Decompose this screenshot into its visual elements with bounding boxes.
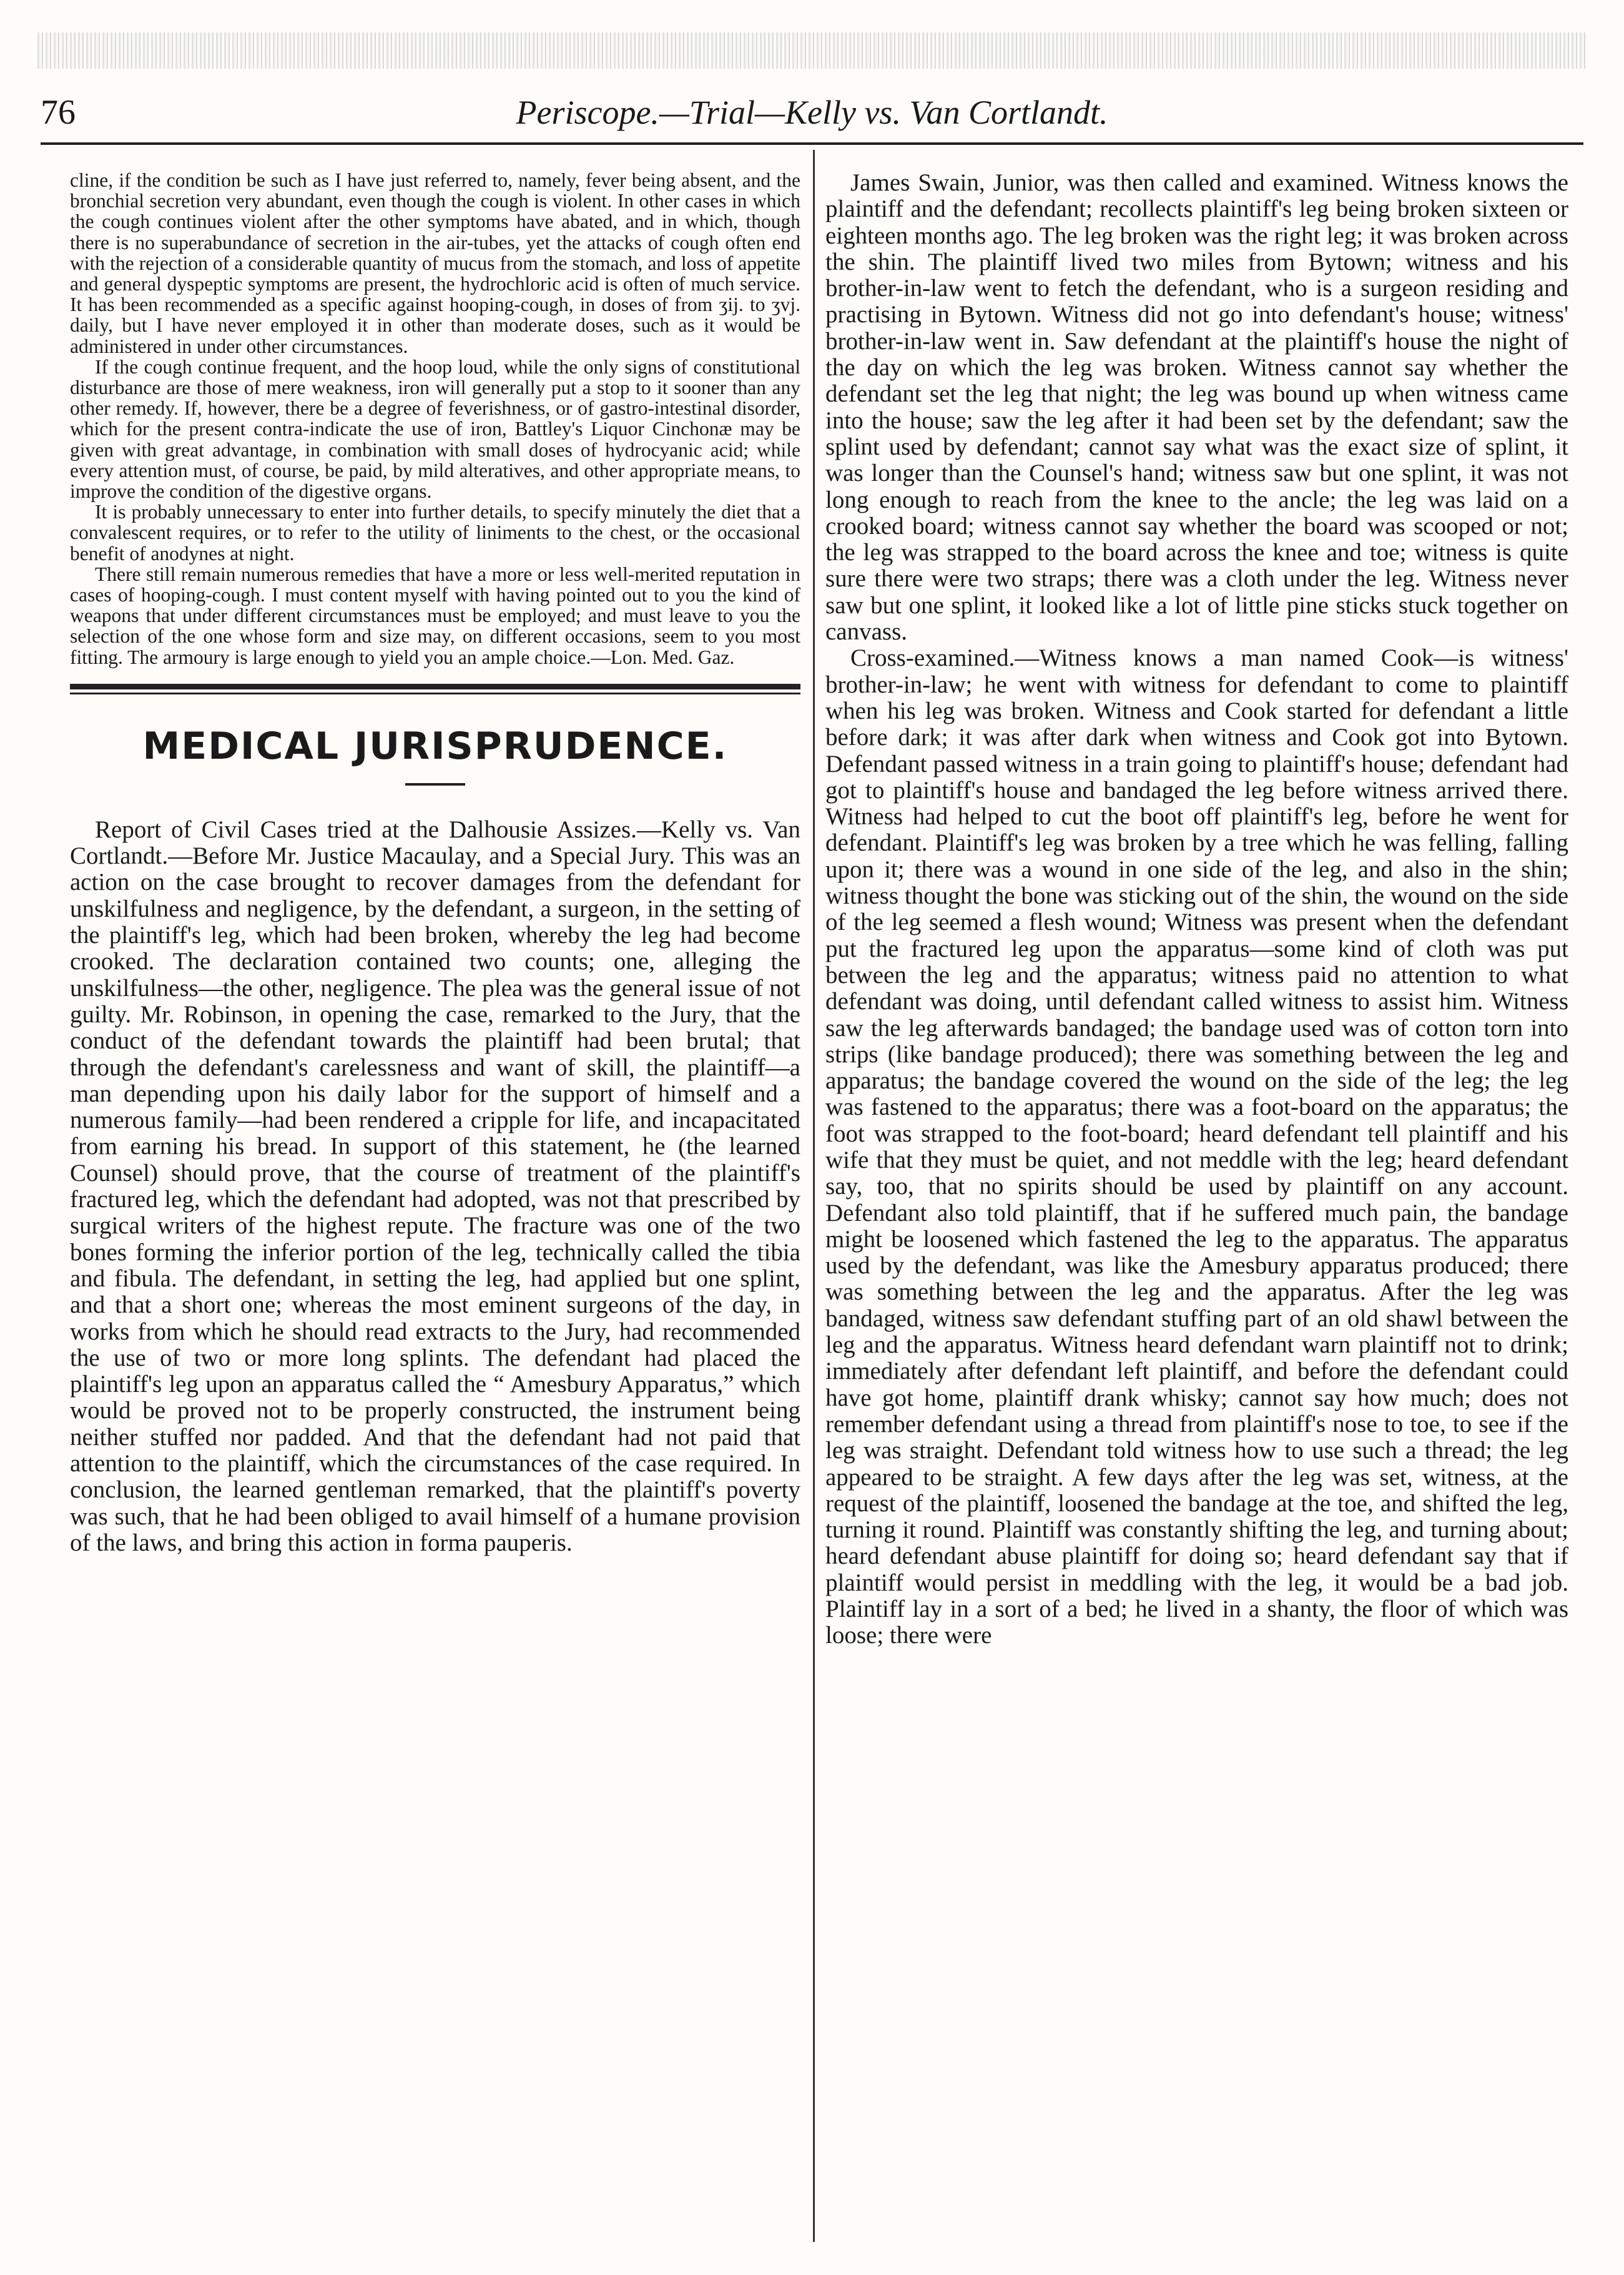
header-rule xyxy=(41,142,1583,145)
hooping-cough-article xyxy=(70,170,800,668)
cross-examination-paragraph: Cross-examined.—Witness knows a man named Cook—is witness' brother-in-law; he went with witness for defendant to come to plaintiff when his leg was broken. Witness and Cook started for defendant a little before dark; it was after dark when witness and Cook got into Bytown. Defendant passed witness in a train going to plaintiff's house; defendant had got to plaintiff's house and bandaged the leg before witness arrived there. Witness had helped to cut the boot off plaintiff's leg, before he went for defendant. Plaintiff's leg was broken by a tree which he was felling, falling upon it; there was a wound in one side of the leg, and also in the shin; witness thought the bone was sticking out of the shin, the wound on the side of the leg seemed a flesh wound; Witness was present when the defendant put the fractured leg upon the apparatus—some kind of cloth was put between the leg and the apparatus; witness paid no attention to what defendant was doing, until defendant called witness to assist him. Witness saw the leg afterwards bandaged; the bandage used was of cotton torn into strips (like bandage produced); there was something between the leg and apparatus; the bandage covered the wound on the side of the leg; the leg was fastened to the apparatus; there was a foot-board on the apparatus; the foot was strapped to the foot-board; heard defendant tell plaintiff and his wife that they must be quiet, and not meddle with the leg; heard defendant say, too, that no spirits should be used by plaintiff on any account. Defendant also told plaintiff, that if he suffered much pain, the bandage might be loosened which fastened the leg to the apparatus. The apparatus used by the defendant, was like the Amesbury apparatus produced; there was something between the leg and the apparatus. After the leg was bandaged, witness saw defendant stuffing part of an old shawl between the leg and the apparatus. Witness heard defendant warn plaintiff not to drink; immediately after defendant left plaintiff, and before the defendant could have got home, plaintiff drank whisky; cannot say how much; does not remember defendant using a thread from plaintiff's nose to toe, to see if the leg was straight. Defendant told witness how to use such a thread; the leg appeared to be straight. A few days after the leg was set, witness, at the request of the plaintiff, loosened the bandage at the toe, and shifted the leg, turning it round. Plaintiff was constantly shifting the leg, and turning about; heard defendant abuse plaintiff for doing so; heard defendant say that if plaintiff would persist in meddling with the leg, it would be a bad job. Plaintiff lay in a sort of a bed; he lived in a shanty, the floor of which was loose; there were xyxy=(825,644,1568,1649)
section-rule-thin xyxy=(70,693,800,694)
column-divider xyxy=(813,150,815,2242)
top-decorative-border xyxy=(37,32,1587,69)
section-rule-thick xyxy=(70,684,800,689)
article-paragraph: If the cough continue frequent, and the hoop loud, while the only signs of constitutional disturbance are those of mere weakness, iron will generally put a stop to it sooner than any other remedy. If, however, there be a degree of feverishness, or of gastro-intestinal disorder, which for the present contra-indicate the use of iron, Battley's Liquor Cinchonæ may be given with great advantage, in combination with small doses of hydrocyanic acid; while every attention must, of course, be paid, by mild alteratives, and other appropriate means, to improve the condition of the digestive organs. xyxy=(70,355,800,503)
page-header xyxy=(41,87,1583,137)
article-paragraph: It is probably unnecessary to enter into further details, to specify minutely the diet that a convalescent requires, or to refer to the utility of liniments to the chest, or the occasional benefit of anodynes at night. xyxy=(70,501,800,565)
report-paragraph: Report of Civil Cases tried at the Dalhousie Assizes.—Kelly vs. Van Cortlandt.—Before Mr. Justice Macaulay, and a Special Jury. This was an action on the case brought to recover damages from the defendant for unskilfulness and negligence, by the defendant, a surgeon, in the setting of the plaintiff's leg, which had been broken, whereby the leg had become crooked. The declaration contained two counts; one, alleging the unskilfulness—the other, negligence. The plea was the general issue of not guilty. Mr. Robinson, in opening the case, remarked to the Jury, that the conduct of the defendant towards the plaintiff had been brutal; that through the defendant's carelessness and want of skill, the plaintiff—a man depending upon his daily labor for the support of himself and a numerous family—had been rendered a cripple for life, and incapacitated from earning his bread. In support of this statement, he (the learned Counsel) should prove, that the course of treatment of the plaintiff's fractured leg, which the defendant had adopted, was not that prescribed by surgical writers of the highest repute. The fracture was one of the two bones forming the inferior portion of the leg, technically called the tibia and fibula. The defendant, in setting the leg, had applied but one splint, and that a short one; whereas the most eminent surgeons of the day, in works from which he should read extracts to the Jury, had recommended the use of two or more long splints. The defendant had placed the plaintiff's leg upon an apparatus called the “ Amesbury Apparatus,” which would be proved not to be properly constructed, the instrument being neither stuffed nor padded. And that the defendant had not paid that attention to the plaintiff, which the circumstances of the case required. In conclusion, the learned gentleman remarked, that the plaintiff's poverty was such, that he had been obliged to avail himself of a humane provision of the laws, and bring this action in forma pauperis. xyxy=(70,816,800,1556)
left-column xyxy=(70,170,800,1556)
article-paragraph: cline, if the condition be such as I have just referred to, namely, fever being absent, and the bronchial secretion very abundant, even though the cough is violent. In other cases in which the cough continues violent after the other symptoms have abated, and in which, though there is no superabundance of secretion in the air-tubes, yet the attacks of cough often end with the rejection of a considerable quantity of mucus from the stomach, and loss of appetite and general dyspeptic symptoms are present, the hydrochloric acid is often of much service. It has been recommended as a specific against hooping-cough, in doses of from ʒij. to ʒvj. daily, but I have never employed it in other than moderate doses, such as it would be administered in under other circumstances. xyxy=(70,169,800,357)
running-title: Periscope.—Trial—Kelly vs. Van Cortlandt. xyxy=(516,94,1108,131)
testimony-paragraph: James Swain, Junior, was then called and examined. Witness knows the plaintiff and the defendant; recollects plaintiff's leg being broken sixteen or eighteen months ago. The leg broken was the right leg; it was broken across the shin. The plaintiff lived two miles from Bytown; witness and his brother-in-law went to fetch the defendant, who is a surgeon residing and practising in Bytown. Witness did not go into defendant's house; witness' brother-in-law went in. Saw defendant at the plaintiff's house the night of the day on which the leg was broken. Witness cannot say whether the defendant set the leg that night; the leg was bound up when witness came into the house; saw the leg after it had been set by the defendant; saw the splint used by defendant; cannot say what was the exact size of splint, it was longer than the Counsel's hand; witness saw but one splint, it was not long enough to reach from the knee to the ancle; the leg was laid on a crooked board; witness cannot say whether the board was scooped or not; the leg was strapped to the board across the knee and toe; witness is quite sure there were two straps; there was a cloth under the leg. Witness never saw but one splint, it looked like a lot of little pine sticks stuck together on canvass. xyxy=(825,169,1568,646)
title-underline xyxy=(405,783,465,786)
article-paragraph: There still remain numerous remedies that have a more or less well-merited reputation in cases of hooping-cough. I must content myself with having pointed out to you the kind of weapons that under different circumstances must be employed; and must leave to you the selection of the one whose form and size may, on different occasions, seem to you most fitting. The armoury is large enough to yield you an ample choice.—Lon. Med. Gaz. xyxy=(70,563,800,668)
right-column xyxy=(825,170,1568,1649)
case-report xyxy=(70,817,800,1556)
page-number: 76 xyxy=(41,93,76,132)
section-title: MEDICAL JURISPRUDENCE. xyxy=(142,724,728,768)
